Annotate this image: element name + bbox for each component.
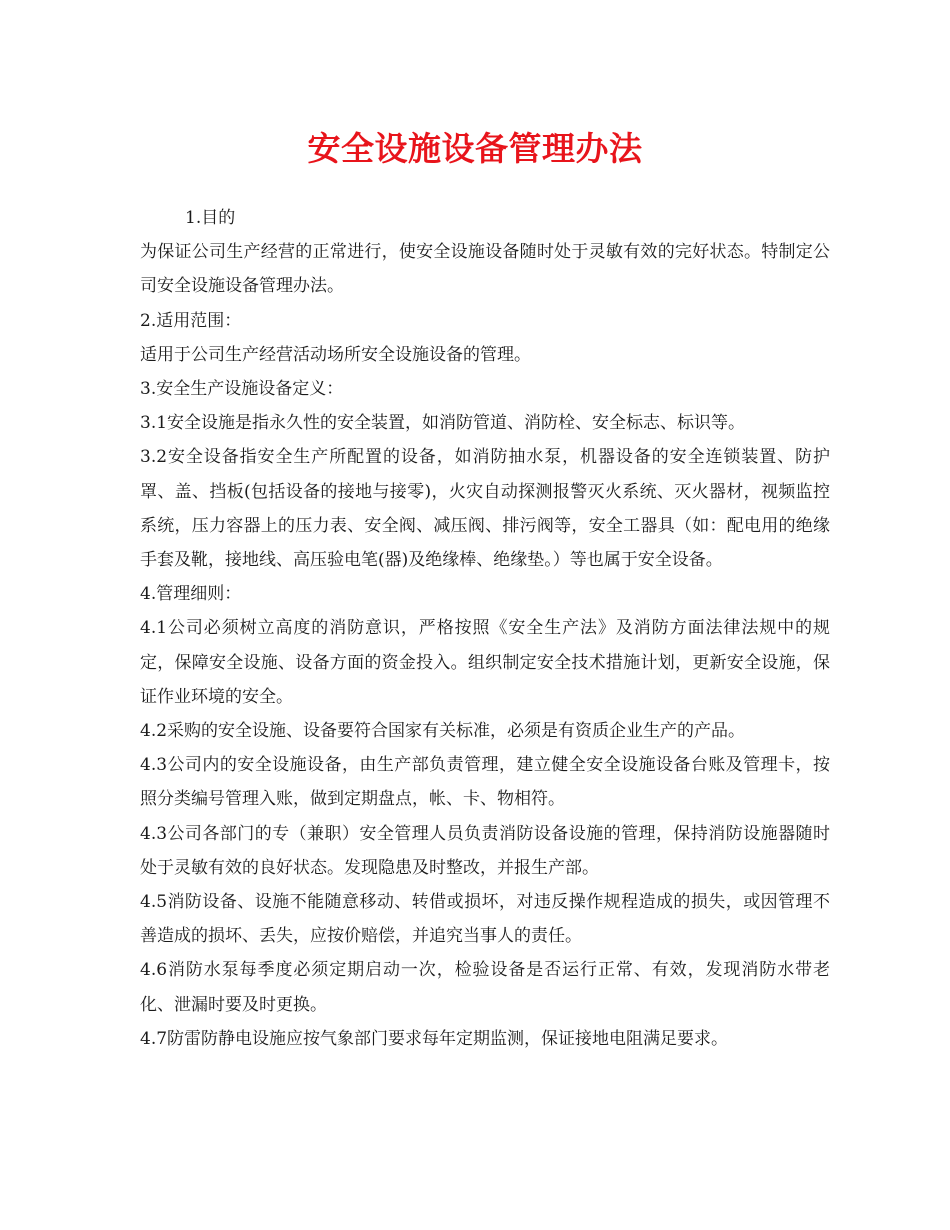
paragraph-scope: 适用于公司生产经营活动场所安全设施设备的管理。 (140, 344, 531, 365)
paragraph-4-5: 4.5消防设备、设施不能随意移动、转借或损坏，对违反操作规程造成的损失，或因管理不善造成的损坏、丢失，应按价赔偿，并追究当事人的责任。 (140, 892, 830, 947)
section-heading-definitions: 3.安全生产设施设备定义： (140, 379, 344, 400)
section-heading-rules: 4.管理细则： (140, 584, 242, 605)
paragraph-4-3b: 4.3公司各部门的专（兼职）安全管理人员负责消防设备设施的管理，保持消防设施器随时处于灵敏有效的良好状态。发现隐患及时整改，并报生产部。 (140, 823, 830, 878)
document-body (140, 201, 830, 1056)
section-heading-purpose: 1.目的 (185, 208, 236, 228)
paragraph-4-2: 4.2采购的安全设施、设备要符合国家有关标准，必须是有资质企业生产的产品。 (140, 721, 746, 742)
paragraph-4-6: 4.6消防水泵每季度必须定期启动一次，检验设备是否运行正常、有效，发现消防水带老化、泄漏时要及时更换。 (140, 960, 830, 1015)
paragraph-4-3a: 4.3公司内的安全设施设备，由生产部负责管理，建立健全安全设施设备台账及管理卡，按照分类编号管理入账，做到定期盘点，帐、卡、物相符。 (140, 755, 830, 810)
section-heading-scope: 2.适用范围： (140, 310, 242, 331)
paragraph-3-1: 3.1安全设施是指永久性的安全装置，如消防管道、消防栓、安全标志、标识等。 (140, 413, 746, 434)
paragraph-4-7: 4.7防雷防静电设施应按气象部门要求每年定期监测，保证接地电阻满足要求。 (140, 1028, 729, 1049)
paragraph-4-1: 4.1公司必须树立高度的消防意识，严格按照《安全生产法》及消防方面法律法规中的规定，保障安全设施、设备方面的资金投入。组织制定安全技术措施计划，更新安全设施，保证作业环境的安全。 (140, 618, 830, 707)
document-title: 安全设施设备管理办法 (307, 129, 643, 168)
paragraph-3-2: 3.2安全设备指安全生产所配置的设备，如消防抽水泵，机器设备的安全连锁装置、防护罩、盖、挡板(包括设备的接地与接零)，火灾自动探测报警灭火系统、灭火器材，视频监控系统，压力容器上的压力表、安全阀、减压阀、排污阀等，安全工器具（如：配电用的绝缘手套及靴，接地线、高压验电笔(器)及绝缘棒、绝缘垫。）等也属于安全设备。 (140, 447, 830, 571)
paragraph-purpose: 为保证公司生产经营的正常进行，使安全设施设备随时处于灵敏有效的完好状态。特制定公司安全设施设备管理办法。 (140, 242, 830, 297)
